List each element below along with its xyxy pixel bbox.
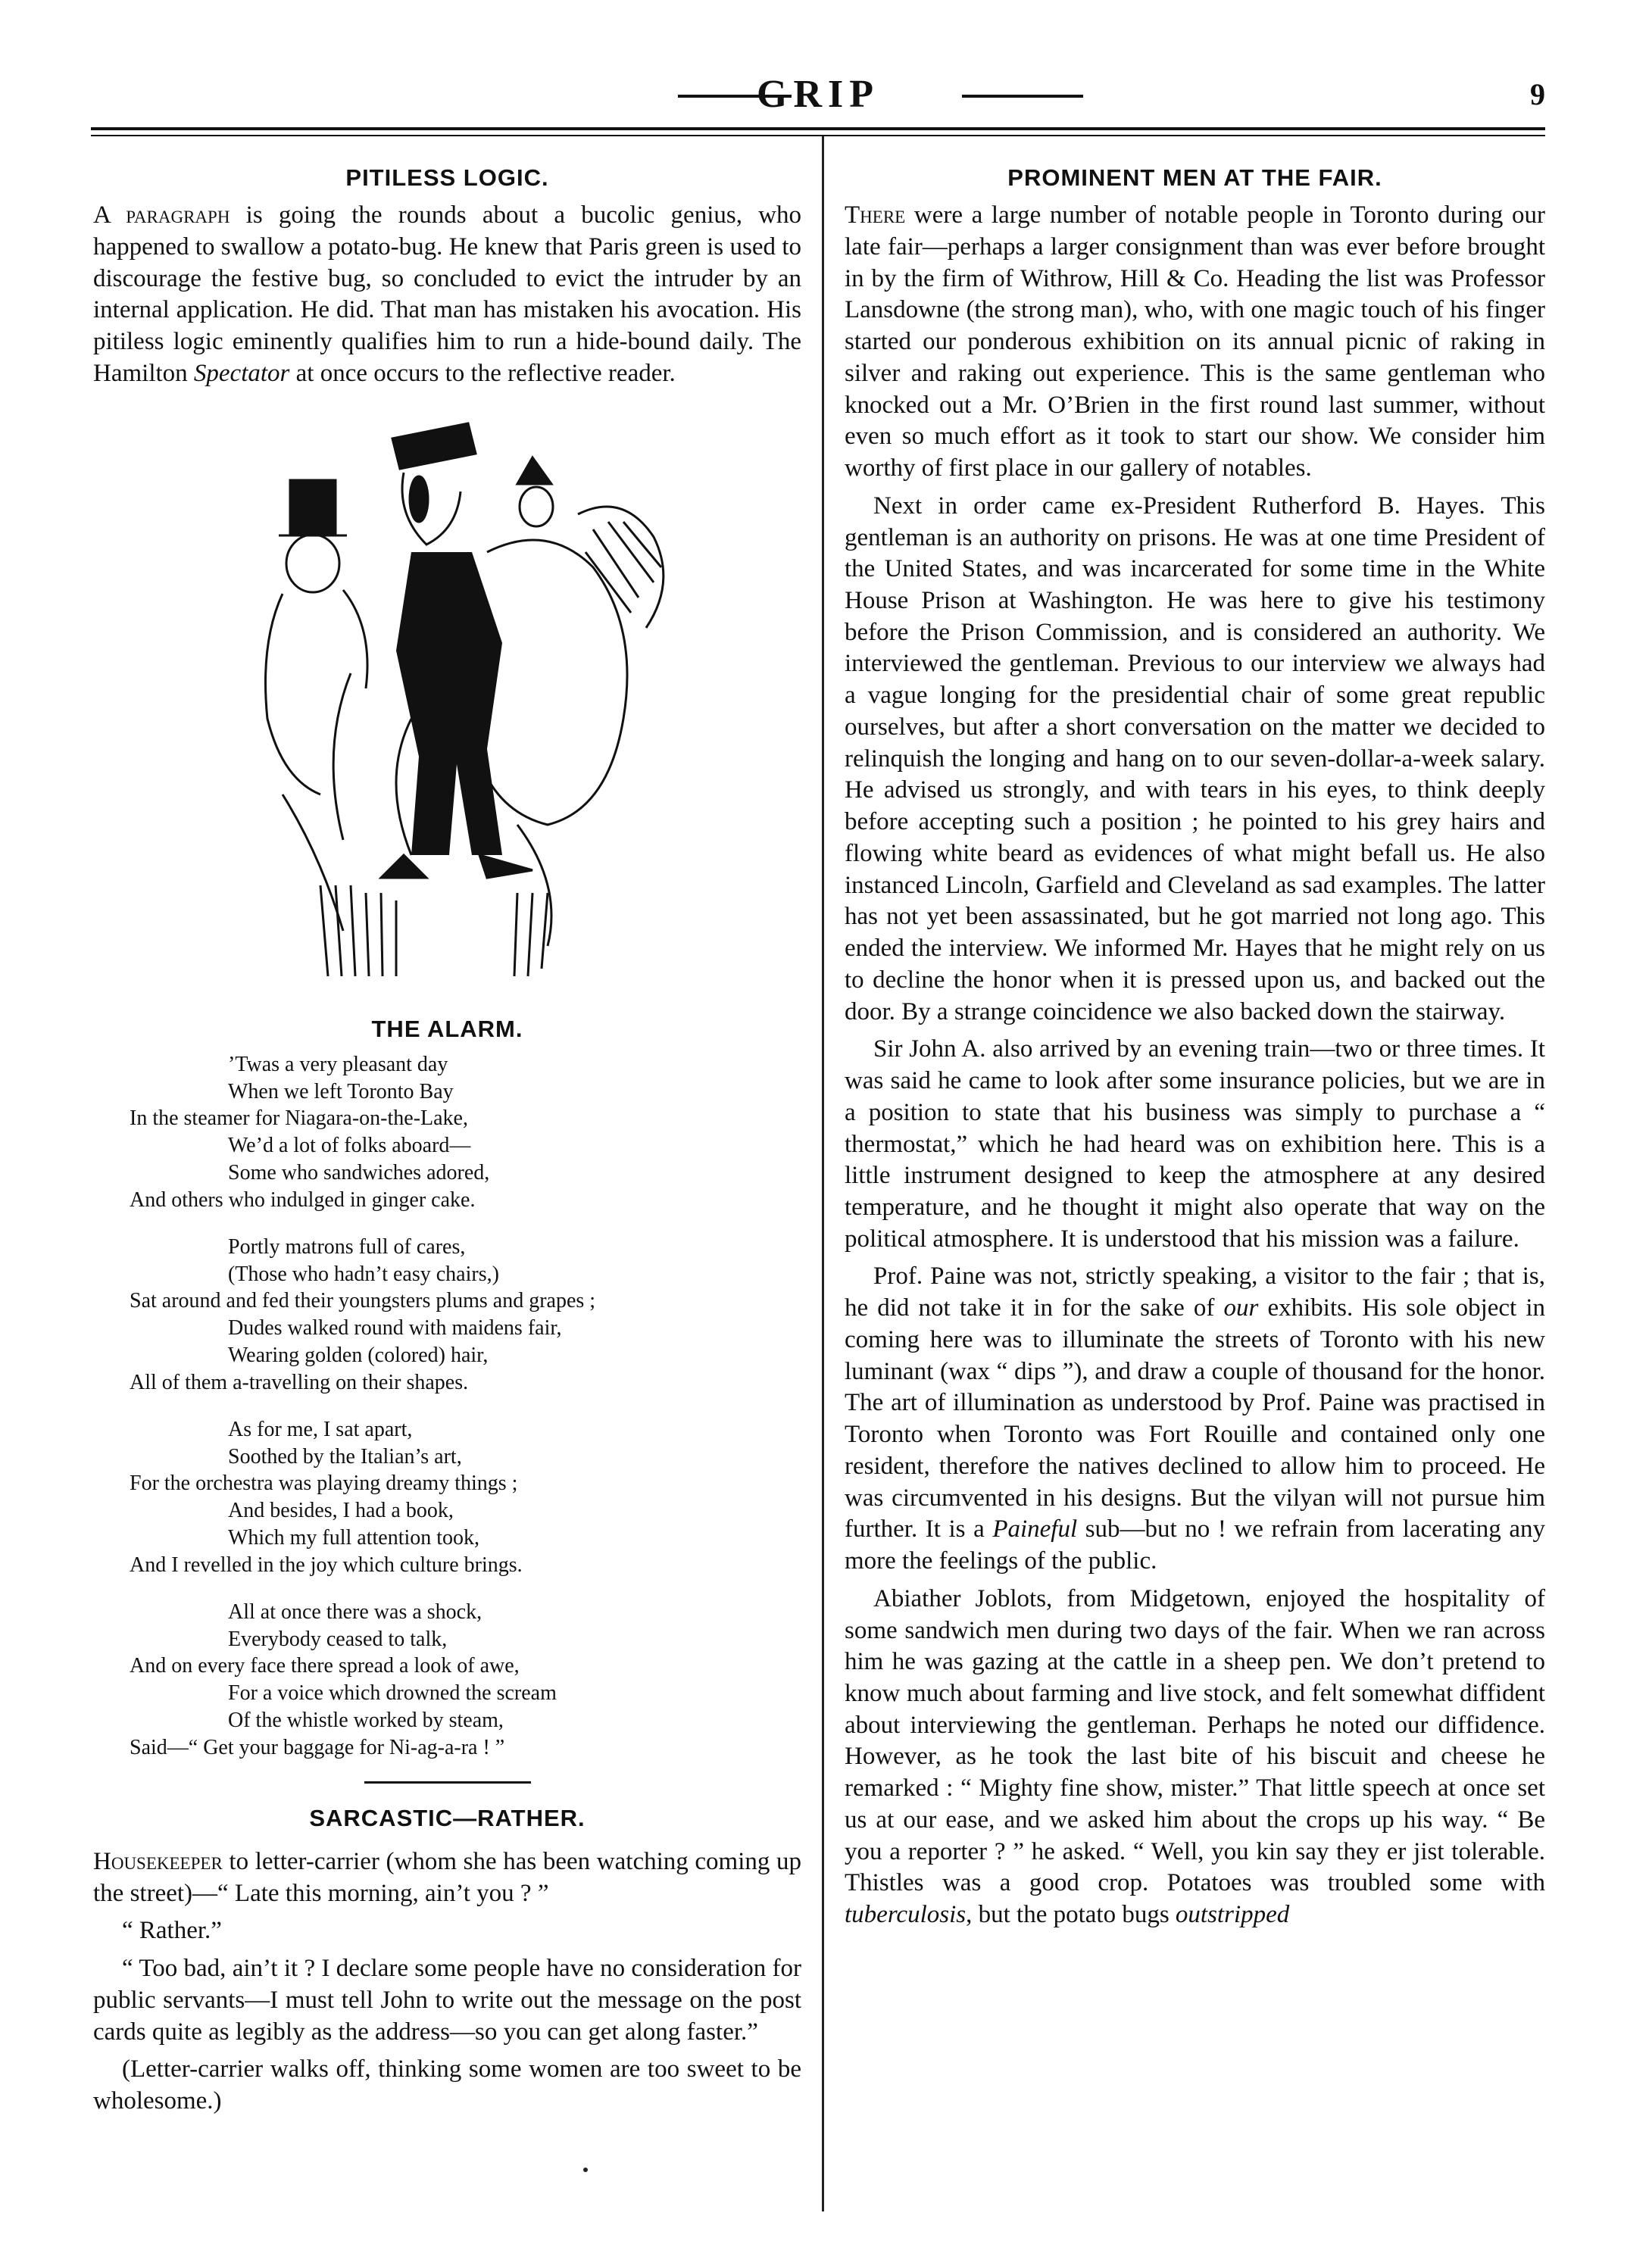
- poem-line: Which my full attention took,: [228, 1526, 480, 1550]
- poem-line: We’d a lot of folks aboard—: [228, 1134, 471, 1158]
- logic-paper-name: Spectator: [193, 359, 290, 387]
- heading-sarcastic-rather: SARCASTIC—RATHER.: [309, 1804, 586, 1831]
- fair-text-4b: exhibits. His sole object in coming here was to illuminate the streets of Toronto with his new luminant (wax “ dips ”), and draw a couple of thousand for the honor. The art of illumination as understood by Prof. Paine was practised in Toronto when Toronto was Fort Rouille and contained only one resident, therefore the natives declined to allow him to proceed. He was circumvented in his designs. But the vilyan will not pursue him further. It is a: [845, 1294, 1545, 1543]
- poem-stanza-4: [93, 1599, 801, 1762]
- fair-lead: There: [845, 201, 906, 229]
- sarcastic-lead: Housekeeper: [93, 1847, 223, 1875]
- poem-line: (Those who hadn’t easy chairs,): [228, 1262, 499, 1286]
- fair-paragraph-1: [845, 200, 1545, 485]
- poem-line: All of them a-travelling on their shapes.: [130, 1370, 469, 1394]
- poem-line: Of the whistle worked by steam,: [228, 1709, 504, 1733]
- poem-line: Portly matrons full of cares,: [228, 1234, 466, 1259]
- heading-pitiless-logic: PITILESS LOGIC.: [345, 164, 549, 191]
- fair-italic-outstripped: outstripped: [1175, 1901, 1290, 1929]
- heading-the-alarm: THE ALARM.: [371, 1015, 523, 1042]
- header-rule-thin: [91, 135, 1545, 136]
- column-divider: [822, 136, 824, 2211]
- fair-paragraph-4: [845, 1261, 1545, 1577]
- alarm-poem: [93, 1051, 801, 1762]
- logic-lead: A paragraph: [93, 201, 230, 229]
- masthead-title: GRIP: [757, 73, 879, 116]
- sarcastic-paragraph-3: “ Too bad, ain’t it ? I declare some people have no consideration for public servants—I must tell John to write out the message on the post cards quite as legibly as the address—so you can get along faster.”: [93, 1955, 801, 2046]
- poem-line: Wearing golden (colored) hair,: [228, 1344, 489, 1368]
- heading-prominent-men: PROMINENT MEN AT THE FAIR.: [1007, 164, 1382, 191]
- poem-line: When we left Toronto Bay: [228, 1079, 454, 1103]
- poem-line: For a voice which drowned the scream: [228, 1681, 557, 1706]
- fair-italic-our: our: [1223, 1294, 1259, 1322]
- masthead-right-rule: [962, 95, 1083, 98]
- poem-line: And on every face there spread a look of awe,: [130, 1654, 520, 1678]
- logic-paragraph: [93, 200, 801, 389]
- poem-line: In the steamer for Niagara-on-the-Lake,: [130, 1106, 468, 1131]
- poem-line: And others who indulged in ginger cake.: [130, 1188, 476, 1212]
- fair-text-5a: Abiather Joblots, from Midgetown, enjoyed the hospitality of some sandwich men during two days of the fair. When we ran across him he was gazing at the cattle in a sheep pen. We don’t pretend to know much about farming and live stock, and felt somewhat diffident about interviewing the gentleman. Perhaps he noted our diffidence. However, as he took the last bite of his biscuit and cheese he remarked : “ Mighty fine show, mister.” That little speech at once set us at our ease, and we asked him about the crops up his way. “ Be you a reporter ? ” he asked. “ Well, you kin say they er jist tolerable. Thistles was a good crop. Potatoes was troubled some with: [845, 1584, 1545, 1897]
- logic-text: is going the rounds about a bucolic genius, who happened to swallow a potato-bug. He knew that Paris green is used to discourage the festive bug, so concluded to evict the intruder by an internal application. He did. That man has mistaken his avocation. His pitiless logic eminently qualifies him to run a hide-bound daily. The Hamilton: [93, 201, 801, 387]
- fair-paragraph-3: Sir John A. also arrived by an evening train—two or three times. It was said he came to look after some insurance policies, but we are in a position to state that his business was simply to purchase a “ thermostat,” which he had heard was on exhibition here. This is a little instrument designed to keep the atmosphere at any desired temperature, and he thought it might also operate that way on the political atmosphere. It is understood that his mission was a failure.: [845, 1035, 1545, 1253]
- header-rule-thick: [91, 127, 1545, 130]
- logic-tail: at once occurs to the reflective reader.: [289, 359, 676, 387]
- poem-line: Some who sandwiches adored,: [228, 1161, 490, 1185]
- poem-stanza-1: [93, 1051, 801, 1214]
- poem-line: Soothed by the Italian’s art,: [228, 1444, 462, 1469]
- poem-line: All at once there was a shock,: [228, 1600, 482, 1624]
- masthead: [91, 72, 1545, 117]
- left-column: [93, 163, 801, 2124]
- poem-line: Dudes walked round with maidens fair,: [228, 1316, 562, 1341]
- fair-text-4a: Prof. Paine was not, strictly speaking, a visitor to the fair ; that is, he did not take it in for the sake of: [845, 1263, 1545, 1322]
- poem-line: As for me, I sat apart,: [228, 1417, 413, 1441]
- alarm-illustration: [93, 401, 801, 1007]
- sarcastic-paragraph-4: (Letter-carrier walks off, thinking some women are too sweet to be wholesome.): [93, 2055, 801, 2115]
- poem-line: ’Twas a very pleasant day: [228, 1052, 448, 1076]
- sarcastic-paragraph-2: “ Rather.”: [122, 1917, 222, 1945]
- fair-italic-paineful: Paineful: [992, 1515, 1078, 1543]
- poem-stanza-2: [93, 1234, 801, 1397]
- stray-dot: [583, 2168, 588, 2172]
- fair-italic-tuberculosis: tuberculosis: [845, 1901, 967, 1929]
- poem-stanza-3: [93, 1416, 801, 1579]
- fair-text-1: were a large number of notable people in Toronto during our late fair—perhaps a larger consignment than was ever before brought in by the firm of Withrow, Hill & Co. Heading the list was Professor Lansdowne (the strong man), who, with one magic touch of his finger started our ponderous exhibition on its annual picnic of raking in silver and raking out experience. This is the same gentleman who knocked out a Mr. O’Brien in the first round last summer, without even so much effort as it took to start our show. We consider him worthy of first place in our gallery of notables.: [845, 201, 1545, 482]
- fair-text-4c: sub—but no ! we refrain from lacerating any more the feelings of the public.: [845, 1515, 1545, 1575]
- poem-line: Everybody ceased to talk,: [228, 1627, 448, 1651]
- poem-line: Said—“ Get your baggage for Ni-ag-a-ra ! ”: [130, 1735, 505, 1759]
- sarcastic-paragraph-1: [93, 1846, 801, 1909]
- fair-paragraph-2: Next in order came ex-President Rutherford B. Hayes. This gentleman is an authority on prisons. He was at one time President of the United States, and was incarcerated for some time in the White House Prison at Washington. He was here to give his testimony before the Prison Commission, and is considered an authority. We interviewed the gentleman. Previous to our interview we always had a vague longing for the presidential chair of some great republic ourselves, but after a short conversation on the matter we decided to relinquish the longing and hang on to our seven-dollar-a-week salary. He advised us strongly, and with tears in his eyes, to think deeply before accepting such a position ; he pointed to his grey hairs and flowing white beard as evidences of what might befall us. He also instanced Lincoln, Garfield and Cleveland as sad examples. The latter has not yet been assassinated, but he got married not long ago. This ended the interview. We informed Mr. Hayes that he might rely on us to decline the honor when it is pressed upon us, and backed out the door. By a strange coincidence we also backed down the stairway.: [845, 492, 1545, 1025]
- fair-paragraph-5: [845, 1584, 1545, 1931]
- fair-text-5b: , but the potato bugs: [966, 1901, 1176, 1929]
- poem-line: And besides, I had a book,: [228, 1499, 454, 1523]
- right-column: [845, 163, 1545, 1937]
- section-divider: [364, 1781, 531, 1784]
- poem-line: Sat around and fed their youngsters plums and grapes ;: [130, 1289, 596, 1313]
- sarcastic-text-1: to letter-carrier (whom she has been watching coming up the street)—“ Late this morning, ain’t you ? ”: [93, 1847, 801, 1907]
- page-number: 9: [1530, 77, 1545, 111]
- poem-line: For the orchestra was playing dreamy things ;: [130, 1472, 518, 1496]
- poem-line: And I revelled in the joy which culture brings.: [130, 1553, 523, 1577]
